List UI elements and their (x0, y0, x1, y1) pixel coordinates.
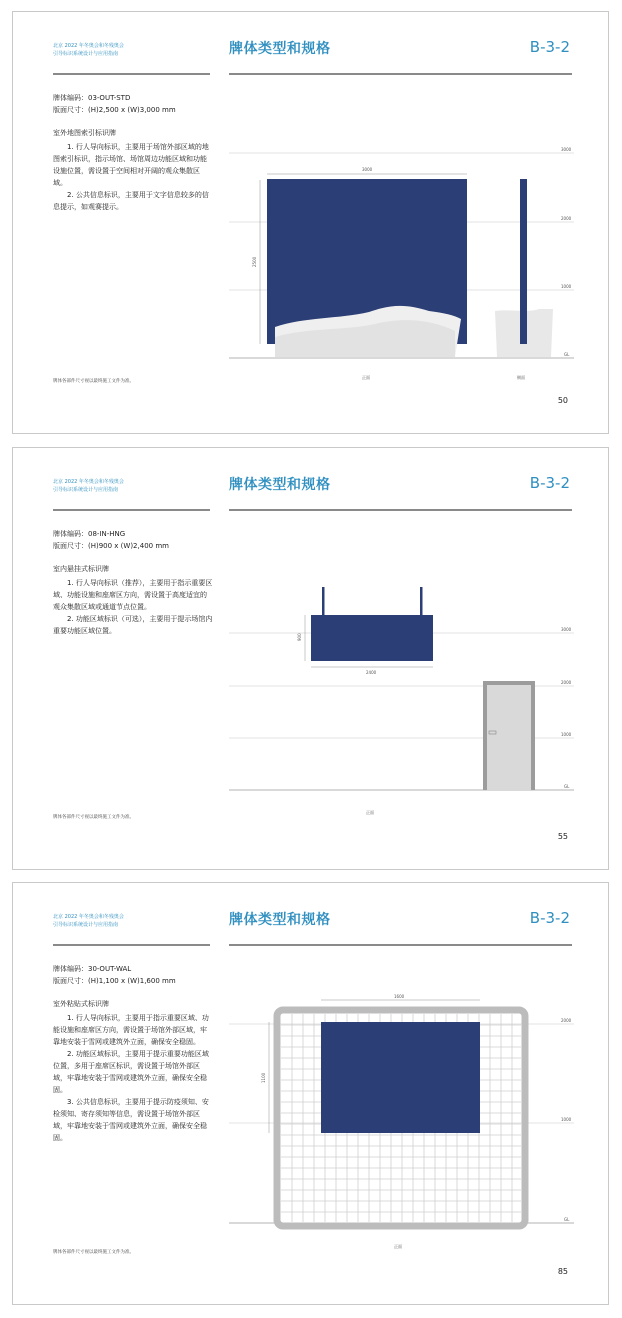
description-paragraph: 1. 行人导向标识（推荐），主要用于指示重要区域、功能设施和座席区方向，需设置于高度适宜的观众集散区域或通道节点位置。 (53, 579, 213, 611)
level-label: 2000 (561, 680, 572, 685)
sign-code: 牌体编码：08-IN-HNG (53, 530, 126, 538)
header-rule-right (229, 944, 572, 946)
sign-meta (53, 963, 176, 987)
description-paragraph: 2. 公共信息标识，主要用于文字信息较多的信息提示，如观赛提示。 (53, 191, 209, 211)
page-title: 牌体类型和规格 (229, 477, 331, 493)
hanging-rod (322, 587, 325, 615)
description-paragraph: 2. 功能区域标识，主要用于提示重要功能区域位置，多用于座席区标识，需设置于场馆外部区域，牢靠地安装于雪网或建筑外立面，确保安全稳固。 (53, 1050, 209, 1094)
elevation-drawing (229, 87, 574, 387)
panel-size: 版面尺寸：(H)1,100 x (W)1,600 mm (53, 977, 176, 985)
description-paragraph: 1. 行人导向标识，主要用于指示重要区域、功能设施和座席区方向，需设置于场馆外部区域，牢靠地安装于雪网或建筑外立面，确保安全稳固。 (53, 1014, 209, 1046)
sign-description (53, 1012, 213, 1144)
panel-size: 版面尺寸：(H)2,500 x (W)3,000 mm (53, 106, 176, 114)
footnote: 牌体各部件尺寸视以最终施工文件为准。 (53, 815, 134, 820)
level-label: 1000 (561, 1117, 572, 1122)
level-label: 2000 (561, 216, 572, 221)
panel-size: 版面尺寸：(H)900 x (W)2,400 mm (53, 542, 169, 550)
height-dimension: 2500 (252, 256, 257, 267)
sign-code: 牌体编码：03-OUT-STD (53, 94, 131, 102)
width-dimension: 1600 (394, 994, 405, 999)
sign-code: 牌体编码：30-OUT-WAL (53, 965, 132, 973)
subtitle-line-2: 引导标识系统设计与应用指南 (53, 922, 119, 928)
page-number: 55 (557, 832, 568, 841)
level-label: GL (564, 352, 570, 357)
sign-type-title: 室外粘贴式标识牌 (53, 1000, 109, 1008)
door-leaf (487, 685, 531, 790)
header-rule-left (53, 73, 210, 75)
header-subtitle (53, 42, 124, 58)
subtitle-line-1: 北京 2022 年冬奥会和冬残奥会 (53, 479, 124, 485)
side-view-label: 侧面 (517, 375, 525, 380)
subtitle-line-2: 引导标识系统设计与应用指南 (53, 51, 119, 57)
sign-type-title: 室外地图索引标识牌 (53, 129, 116, 137)
header-rule-right (229, 509, 572, 511)
hanging-rod (420, 587, 423, 615)
page-title: 牌体类型和规格 (229, 41, 331, 57)
level-label: GL (564, 784, 570, 789)
page-number: 50 (557, 396, 568, 405)
level-label: 2000 (561, 1018, 572, 1023)
sign-description (53, 577, 213, 637)
level-label: 3000 (561, 627, 572, 632)
level-label: 3000 (561, 147, 572, 152)
sign-type-title: 室内悬挂式标识牌 (53, 565, 109, 573)
section-code: B-3-2 (529, 38, 570, 56)
guide-page-55 (12, 447, 609, 870)
level-label: GL (564, 1217, 570, 1222)
subtitle-line-1: 北京 2022 年冬奥会和冬残奥会 (53, 914, 124, 920)
elevation-drawing (229, 958, 574, 1258)
front-view-label: 正面 (394, 1244, 402, 1249)
guide-page-50 (12, 11, 609, 434)
header-subtitle (53, 913, 124, 929)
section-code: B-3-2 (529, 474, 570, 492)
height-dimension: 900 (297, 633, 302, 641)
description-paragraph: 3. 公共信息标识，主要用于提示防疫须知、安检须知、寄存须知等信息，需设置于场馆外部区域，牢靠地安装于雪网或建筑外立面，确保安全稳固。 (53, 1098, 209, 1142)
description-paragraph: 1. 行人导向标识，主要用于场馆外部区域的地图索引标识，指示场馆、场馆周边功能区域和功能设施位置，需设置于空间相对开阔的观众集散区域。 (53, 143, 209, 187)
width-dimension: 3000 (362, 167, 373, 172)
section-code: B-3-2 (529, 909, 570, 927)
subtitle-line-1: 北京 2022 年冬奥会和冬残奥会 (53, 43, 124, 49)
sign-description (53, 141, 213, 213)
sign-meta (53, 528, 169, 552)
sign-panel-side (520, 179, 527, 344)
front-view-label: 正面 (366, 810, 374, 815)
header-subtitle (53, 478, 124, 494)
sign-meta (53, 92, 176, 116)
wall-sign-panel (321, 1022, 480, 1133)
footnote: 牌体各部件尺寸视以最终施工文件为准。 (53, 379, 134, 384)
page-number: 85 (557, 1267, 568, 1276)
width-dimension: 2400 (366, 670, 377, 675)
header-rule-left (53, 509, 210, 511)
elevation-drawing (229, 523, 574, 823)
subtitle-line-2: 引导标识系统设计与应用指南 (53, 487, 119, 493)
level-label: 1000 (561, 284, 572, 289)
page-title: 牌体类型和规格 (229, 912, 331, 928)
front-view-label: 正面 (362, 375, 370, 380)
header-rule-right (229, 73, 572, 75)
height-dimension: 1100 (261, 1072, 266, 1083)
level-label: 1000 (561, 732, 572, 737)
hanging-sign-panel (311, 615, 433, 661)
header-rule-left (53, 944, 210, 946)
footnote: 牌体各部件尺寸视以最终施工文件为准。 (53, 1250, 134, 1255)
guide-page-85 (12, 882, 609, 1305)
description-paragraph: 2. 功能区域标识（可选），主要用于提示场馆内重要功能区域位置。 (53, 615, 213, 635)
